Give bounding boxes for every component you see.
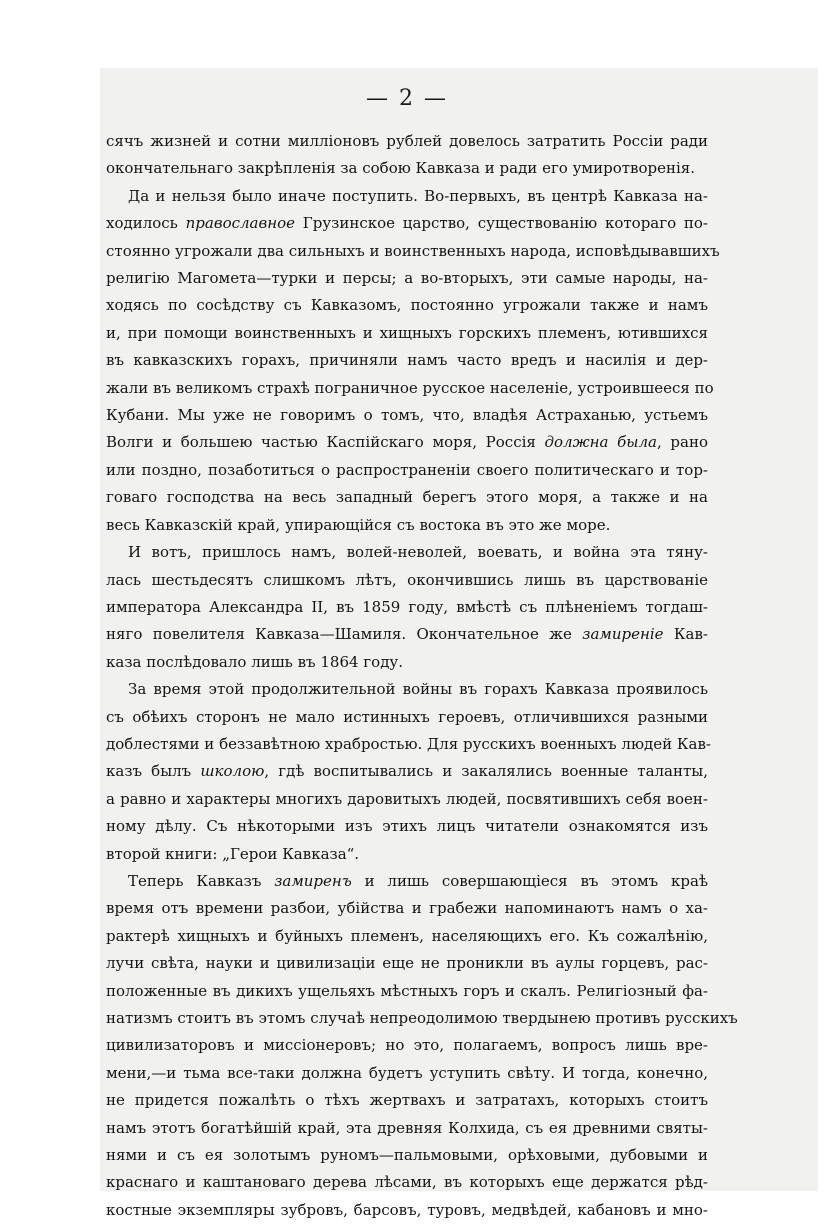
text-run: лучи свѣта, науки и цивилизаціи еще не проникли въ аулы горцевъ, рас-: [106, 954, 708, 973]
text-line: [106, 265, 708, 292]
text-line: [106, 1169, 708, 1196]
paragraph: [106, 539, 708, 676]
text-run: доблестями и беззавѣтною храбростью. Для русскихъ военныхъ людей Кав-: [106, 734, 711, 753]
text-run: говаго господства на весь западный берегъ этого моря, а также и на: [106, 488, 708, 507]
text-run: и лишь совершающіеся въ этомъ краѣ: [351, 871, 708, 890]
text-run: натизмъ стоитъ въ этомъ случаѣ непреодолимою твердынею противъ русскихъ: [106, 1009, 738, 1027]
text-run: съ обѣихъ сторонъ не мало истинныхъ героевъ, отличившихся разными: [106, 707, 708, 726]
text-run: каза послѣдовало лишь въ 1864 году.: [106, 652, 404, 671]
text-run: нями и съ ея золотымъ руномъ—пальмовыми, орѣховыми, дубовыми и: [106, 1146, 708, 1165]
text-run: цивилизаторовъ и миссіонеровъ; но это, полагаемъ, вопросъ лишь вре-: [106, 1036, 708, 1055]
text-run: Да и нельзя было иначе поступить. Во-первыхъ, въ центрѣ Кавказа на-: [128, 186, 708, 205]
text-run: а равно и характеры многихъ даровитыхъ людей, посвятившихъ себя воен-: [106, 789, 708, 808]
text-run: императора Александра II, въ 1859 году, вмѣстѣ съ плѣненіемъ тогдаш-: [106, 597, 708, 616]
text-run: ходясь по сосѣдству съ Кавказомъ, постоянно угрожали также и намъ: [106, 296, 708, 315]
text-run: Волги и большею частью Каспійскаго моря, Россія: [106, 433, 545, 452]
text-line: [106, 676, 708, 703]
text-run: мени,—и тьма все-таки должна будетъ уступить свѣту. И тогда, конечно,: [106, 1063, 708, 1082]
text-run: Кав-: [663, 625, 708, 644]
italic-emphasis: православное: [185, 214, 296, 233]
text-run: и, при помощи воинственныхъ и хищныхъ горскихъ племенъ, ютившихся: [106, 323, 708, 342]
text-line: [106, 704, 708, 731]
text-line: [106, 375, 714, 402]
text-line: [106, 813, 708, 840]
text-line: [106, 320, 708, 347]
text-run: намъ этотъ богатѣйшій край, эта древняя Колхида, съ ея древними святы-: [106, 1118, 708, 1137]
text-line: [106, 402, 708, 429]
text-line: [106, 594, 708, 621]
text-line: [106, 457, 708, 484]
text-line: [106, 1197, 708, 1224]
text-line: [106, 758, 708, 785]
text-run: въ кавказскихъ горахъ, причиняли намъ часто вредъ и насилія и дер-: [106, 351, 708, 370]
text-line: [106, 1115, 708, 1142]
text-run: , гдѣ воспитывались и закалялись военные таланты,: [264, 762, 708, 781]
text-line: [106, 155, 708, 182]
text-run: рактерѣ хищныхъ и буйныхъ племенъ, населяющихъ его. Къ сожалѣнію,: [106, 926, 708, 945]
text-line: [106, 786, 708, 813]
text-run: ходилось: [106, 214, 186, 233]
text-run: религію Магомета—турки и персы; а во-вторыхъ, эти самые народы, на-: [106, 269, 708, 288]
paragraph: [106, 868, 738, 1224]
text-line: [106, 895, 708, 922]
paragraph: [106, 183, 720, 539]
paragraph: [106, 128, 708, 183]
text-line: [106, 128, 708, 155]
text-line: [106, 1142, 708, 1169]
text-run: жали въ великомъ страхѣ пограничное русское населеніе, устроившееся по: [106, 378, 714, 397]
text-run: И вотъ, пришлось намъ, волей-неволей, воевать, и война эта тяну-: [128, 543, 708, 562]
text-line: [106, 950, 708, 977]
text-run: Кубани. Мы уже не говоримъ о томъ, что, владѣя Астраханью, устьемъ: [106, 406, 708, 425]
text-run: За время этой продолжительной войны въ горахъ Кавказа проявилось: [128, 680, 708, 699]
text-line: [106, 183, 708, 210]
text-line: [106, 539, 708, 566]
text-run: Грузинское царство, существованію котораго по-: [295, 214, 708, 233]
text-line: [106, 292, 708, 319]
text-run: казъ былъ: [106, 762, 201, 781]
text-line: [106, 868, 708, 895]
text-line: [106, 512, 708, 539]
text-run: время отъ времени разбои, убійства и грабежи напоминаютъ намъ о ха-: [106, 899, 708, 918]
text-run: второй книги: „Герои Кавказа“.: [106, 844, 360, 863]
text-line: [106, 621, 708, 648]
italic-emphasis: замиреніе: [582, 625, 664, 644]
text-run: весь Кавказскій край, упирающійся съ востока въ это же море.: [106, 515, 611, 534]
text-line: [106, 567, 708, 594]
text-run: сячъ жизней и сотни милліоновъ рублей довелось затратить Россіи ради: [106, 132, 708, 150]
text-run: , рано: [657, 433, 708, 452]
text-line: [106, 978, 708, 1005]
italic-emphasis: школою: [200, 762, 265, 781]
text-line: [106, 238, 720, 265]
text-line: [106, 1032, 708, 1059]
text-line: [106, 1087, 708, 1114]
italic-emphasis: должна была: [544, 433, 657, 452]
text-line: [106, 429, 708, 456]
text-line: [106, 731, 711, 758]
text-run: краснаго и каштановаго дерева лѣсами, въ которыхъ еще держатся рѣд-: [106, 1173, 708, 1192]
text-line: [106, 923, 708, 950]
text-line: [106, 1005, 738, 1032]
text-line: [106, 210, 708, 237]
text-run: няго повелителя Кавказа—Шамиля. Окончательное же: [106, 625, 583, 644]
text-run: Теперь Кавказъ: [128, 871, 275, 890]
text-line: [106, 1060, 708, 1087]
text-run: положенные въ дикихъ ущельяхъ мѣстныхъ горъ и скалъ. Религіозный фа-: [106, 981, 708, 1000]
paragraph: [106, 676, 711, 868]
page-number: — 2 —: [366, 86, 448, 111]
text-run: лась шестьдесятъ слишкомъ лѣтъ, окончившись лишь въ царствованіе: [106, 570, 708, 589]
text-run: стоянно угрожали два сильныхъ и воинственныхъ народа, исповѣдывавшихъ: [106, 241, 720, 260]
text-line: [106, 484, 708, 511]
text-run: или поздно, позаботиться о распространеніи своего политическаго и тор-: [106, 460, 708, 479]
italic-emphasis: замиренъ: [274, 871, 352, 890]
text-line: [106, 347, 708, 374]
text-line: [106, 841, 708, 868]
text-run: не придется пожалѣть о тѣхъ жертвахъ и затратахъ, которыхъ стоитъ: [106, 1091, 708, 1110]
text-run: ному дѣлу. Съ нѣкоторыми изъ этихъ лицъ читатели ознакомятся изъ: [106, 817, 708, 836]
body-text: [106, 128, 738, 1224]
text-line: [106, 649, 708, 676]
text-run: костные экземпляры зубровъ, барсовъ, туровъ, медвѣдей, кабановъ и мно-: [106, 1200, 708, 1219]
text-run: окончательнаго закрѣпленія за собою Кавказа и ради его умиротворенія.: [106, 159, 696, 178]
